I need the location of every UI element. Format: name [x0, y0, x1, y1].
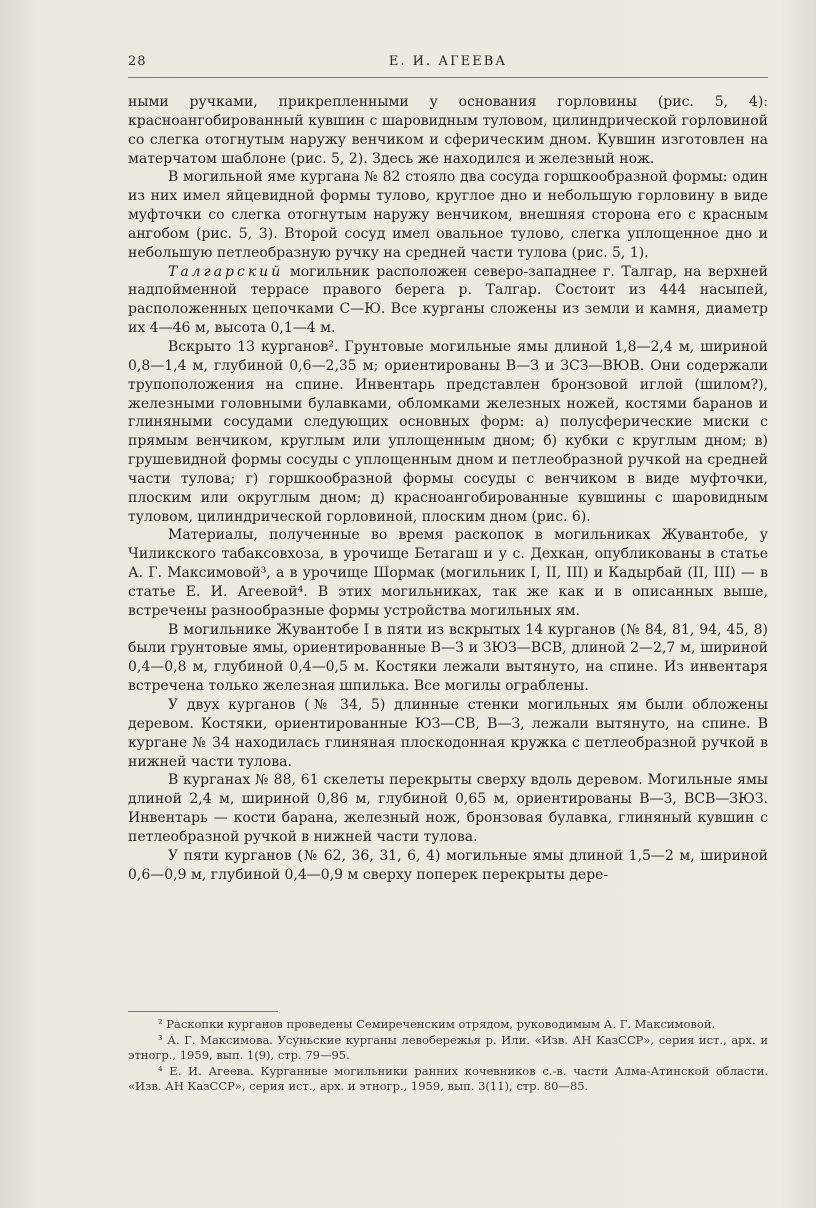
footnote-rule	[128, 1011, 278, 1012]
footnote: ⁴ Е. И. Агеева. Курганные могильники ранних кочевников с.-в. части Алма-Атинской области. «Изв. АН КазССР», серия ист., арх. и этногр., 1959, вып. 3(11), стр. 80—85.	[128, 1063, 768, 1093]
site-name: Талгарский	[168, 263, 284, 280]
paragraph	[128, 263, 768, 338]
paragraph: В могильнике Жувантобе I в пяти из вскрытых 14 курганов (№ 84, 81, 94, 45, 8) были грунтовые ямы, ориентированные В—З и ЗЮЗ—ВСВ, длиной 2—2,7 м, шириной 0,4—0,8 м, глубиной 0,4—0,5 м. Костяки лежали вытянуто, на спине. Из инвентаря встречена только железная шпилька. Все могилы ограблены.	[128, 621, 768, 695]
main-text	[128, 93, 768, 884]
paragraph: У пяти курганов (№ 62, 36, 31, 6, 4) могильные ямы длиной 1,5—2 м, шириной 0,6—0,9 м, глубиной 0,4—0,9 м сверху поперек перекрыты дере-	[128, 847, 768, 883]
paragraph: В могильной яме кургана № 82 стояло два сосуда горшкообразной формы: один из них имел яйцевидной формы тулово, круглое дно и небольшую горловину в виде муфточки со слегка отогнутым наружу венчиком, внешняя сторона его с красным ангобом (рис. 5, 3). Второй сосуд имел овальное тулово, слегка уплощенное дно и небольшую петлеобразную ручку на средней части тулова (рис. 5, 1).	[128, 169, 768, 261]
paragraph: Вскрыто 13 курганов². Грунтовые могильные ямы длиной 1,8—2,4 м, шириной 0,8—1,4 м, глубиной 0,6—2,35 м; ориентированы В—З и ЗСЗ—ВЮВ. Они содержали трупоположения на спине. Инвентарь представлен бронзовой иглой (шилом?), железными головными булавками, обломками железных ножей, костями баранов и глиняными сосудами следующих основных форм: а) полусферические миски с прямым венчиком, круглым или уплощенным дном; б) кубки с круглым дном; в) грушевидной формы сосуды с уплощенным дном и петлеобразной ручкой на средней части тулова; г) горшкообразной формы сосуды с венчиком в виде муфточки, плоским или округлым дном; д) красноангобированные кувшины с шаровидным туловом, цилиндрической горловиной, плоским дном (рис. 6).	[128, 338, 768, 525]
footnote: ³ А. Г. Максимова. Усуньские курганы левобережья р. Или. «Изв. АН КазССР», серия ист., арх. и этногр., 1959, вып. 1(9), стр. 79—95.	[128, 1032, 768, 1062]
header-rule	[128, 77, 768, 78]
paragraph: ными ручками, прикрепленными у основания горловины (рис. 5, 4): красноангобированный кувшин с шаровидным туловом, цилиндрической горловиной со слегка отогнутым наружу венчиком и сферическим дном. Кувшин изготовлен на матерчатом шаблоне (рис. 5, 2). Здесь же находился и железный нож.	[128, 94, 768, 167]
paragraph: В курганах № 88, 61 скелеты перекрыты сверху вдоль деревом. Могильные ямы длиной 2,4 м, шириной 0,86 м, глубиной 0,65 м, ориентированы В—З, ВСВ—ЗЮЗ. Инвентарь — кости барана, железный нож, бронзовая булавка, глиняный кувшин с петлеобразной ручкой в нижней части тулова.	[128, 772, 768, 845]
footnotes	[128, 1017, 768, 1095]
running-head: Е. И. АГЕЕВА	[388, 54, 508, 69]
paragraph-text: могильник расположен северо-западнее г. Талгар, на верхней надпойменной террасе правого берега р. Талгар. Состоит из 444 насыпей, расположенных цепочками С—Ю. Все курганы сложены из земли и камня, диаметр их 4—46 м, высота 0,1—4 м.	[128, 263, 768, 337]
footnote: ² Раскопки курганов проведены Семиреченским отрядом, руководимым А. Г. Максимовой.	[158, 1017, 716, 1031]
paragraph: У двух курганов (№ 34, 5) длинные стенки могильных ям были обложены деревом. Костяки, ориентированные ЮЗ—СВ, В—З, лежали вытянуто, на спине. В кургане № 34 находилась глиняная плоскодонная кружка с петлеобразной ручкой в нижней части тулова.	[128, 697, 768, 770]
page-number: 28	[128, 54, 147, 69]
paragraph: Материалы, полученные во время раскопок в могильниках Жувантобе, у Чиликского табаксовхоза, в урочище Бетагаш и у с. Дехкан, опубликованы в статье А. Г. Максимовой³, а в урочище Шормак (могильник I, II, III) и Кадырбай (II, III) — в статье Е. И. Агеевой⁴. В этих могильниках, так же как и в описанных выше, встречены разнообразные формы устройства могильных ям.	[128, 527, 768, 619]
page-header	[128, 54, 768, 74]
